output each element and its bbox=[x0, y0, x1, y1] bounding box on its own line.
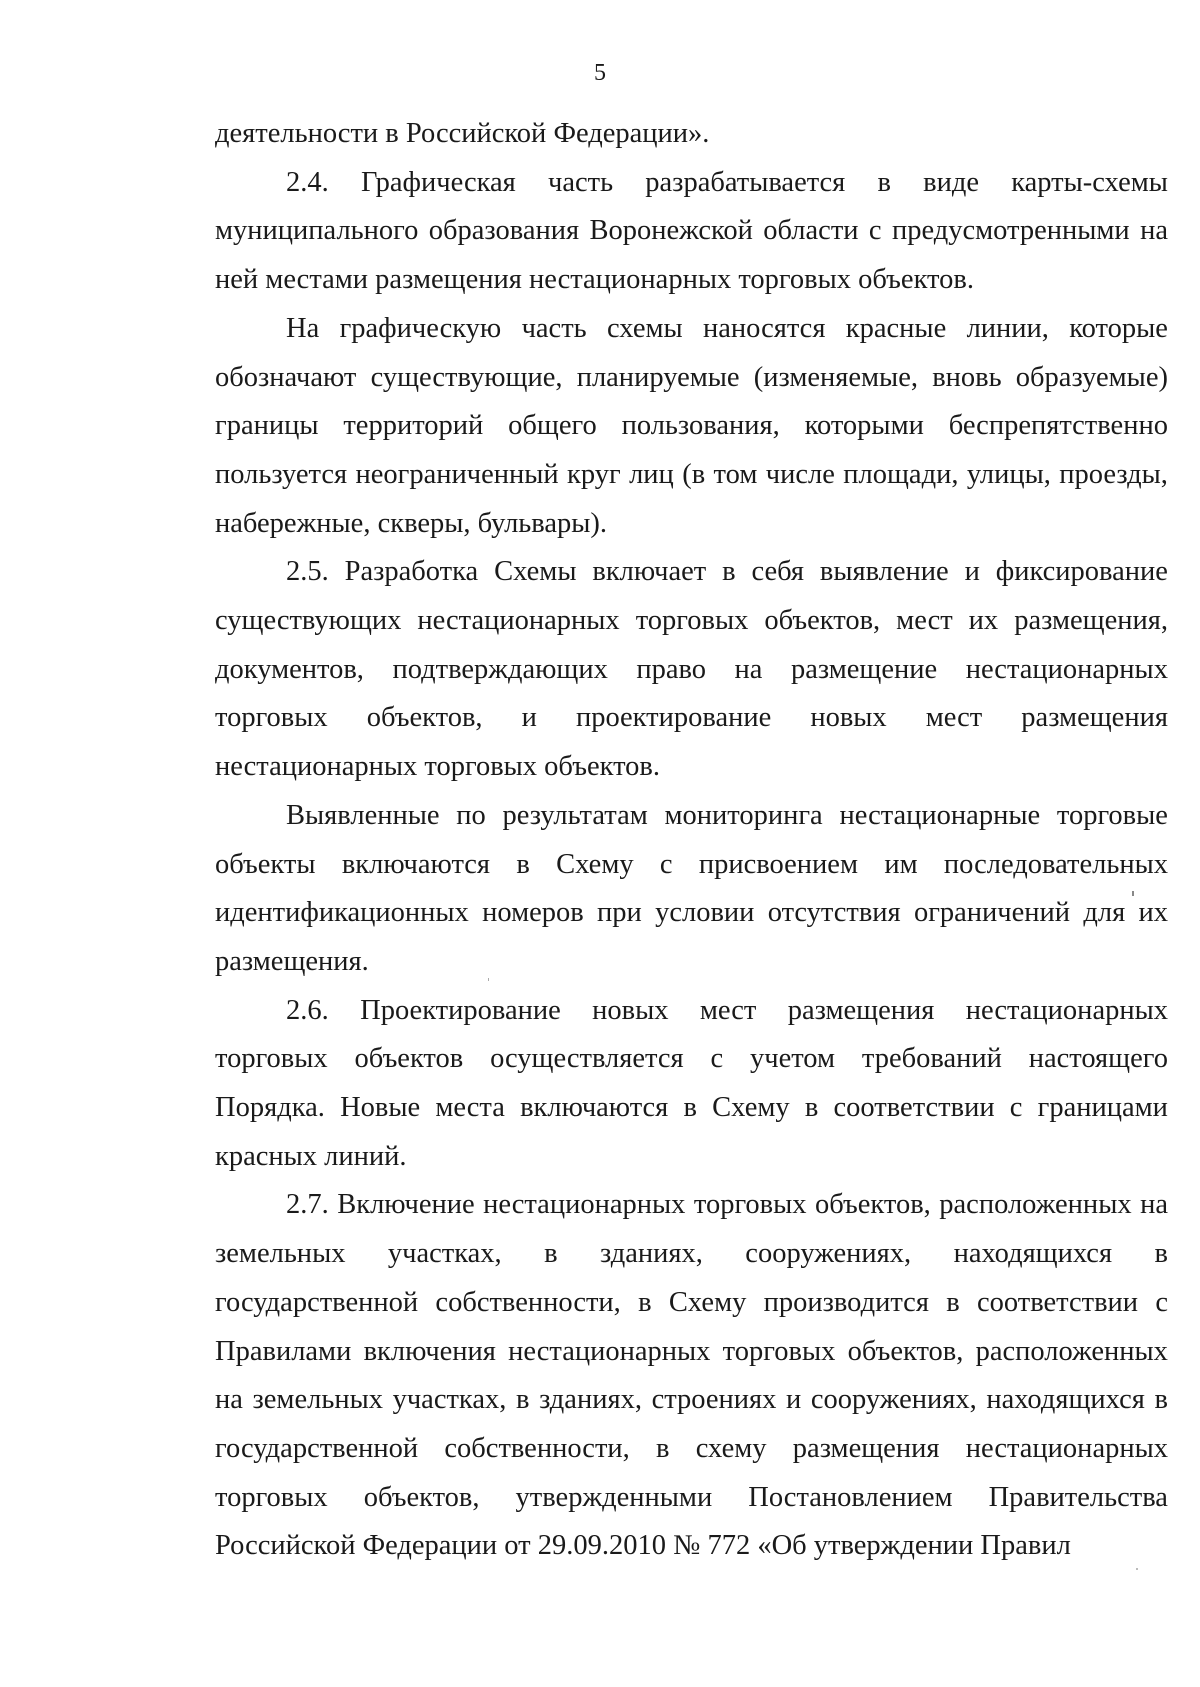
text-line: На графическую часть схемы наносятся красные линии, которые bbox=[286, 312, 1168, 344]
scan-speck bbox=[488, 978, 489, 981]
text-line: деятельности в Российской Федерации». bbox=[215, 118, 710, 149]
text-line: торговых объектов, и проектирование новых мест размещения bbox=[215, 702, 1168, 734]
text-line: идентификационных номеров при условии отсутствия ограничений для их bbox=[215, 897, 1168, 929]
text-line: торговых объектов, утвержденными Постановлением Правительства bbox=[215, 1481, 1168, 1513]
paragraph bbox=[215, 987, 1168, 1182]
text-line: существующих нестационарных торговых объектов, мест их размещения, bbox=[215, 605, 1168, 637]
paragraph bbox=[215, 1181, 1168, 1571]
text-line: на земельных участках, в зданиях, строениях и сооружениях, находящихся в bbox=[215, 1384, 1168, 1416]
text-line: 2.6. Проектирование новых мест размещения нестационарных bbox=[286, 994, 1168, 1026]
text-line: обозначают существующие, планируемые (изменяемые, вновь образуемые) bbox=[215, 361, 1168, 393]
text-line: объекты включаются в Схему с присвоением им последовательных bbox=[215, 848, 1168, 880]
text-line: 2.5. Разработка Схемы включает в себя выявление и фиксирование bbox=[286, 556, 1168, 588]
text-line: 2.7. Включение нестационарных торговых объектов, расположенных на bbox=[286, 1189, 1168, 1221]
scan-speck bbox=[1132, 891, 1134, 896]
text-line: торговых объектов осуществляется с учетом требований настоящего bbox=[215, 1043, 1168, 1075]
text-line: Российской Федерации от 29.09.2010 № 772 «Об утверждении Правил bbox=[215, 1530, 1071, 1562]
scan-speck bbox=[1136, 1568, 1138, 1570]
paragraph bbox=[215, 792, 1168, 987]
text-line: пользуется неограниченный круг лиц (в том числе площади, улицы, проезды, bbox=[215, 458, 1168, 490]
text-line: Выявленные по результатам мониторинга нестационарные торговые bbox=[286, 799, 1168, 831]
paragraph bbox=[215, 159, 1168, 305]
text-line: Правилами включения нестационарных торговых объектов, расположенных bbox=[215, 1335, 1168, 1367]
text-line: ней местами размещения нестационарных торговых объектов. bbox=[215, 264, 974, 296]
paragraph bbox=[215, 110, 1168, 159]
text-line: границы территорий общего пользования, которыми беспрепятственно bbox=[215, 410, 1168, 442]
text-line: документов, подтверждающих право на размещение нестационарных bbox=[215, 653, 1168, 685]
paragraph bbox=[215, 548, 1168, 792]
document-body bbox=[215, 110, 1168, 1571]
text-line: муниципального образования Воронежской области с предусмотренными на bbox=[215, 215, 1168, 247]
text-line: красных линий. bbox=[215, 1140, 407, 1172]
text-line: Порядка. Новые места включаются в Схему в соответствии с границами bbox=[215, 1092, 1168, 1124]
paragraph bbox=[215, 305, 1168, 549]
text-line: нестационарных торговых объектов. bbox=[215, 751, 660, 783]
text-line: набережные, скверы, бульвары). bbox=[215, 507, 608, 539]
text-line: земельных участках, в зданиях, сооружениях, находящихся в bbox=[215, 1238, 1168, 1270]
text-line: размещения. bbox=[215, 945, 369, 977]
text-line: 2.4. Графическая часть разрабатывается в виде карты-схемы bbox=[286, 166, 1168, 198]
text-line: государственной собственности, в Схему производится в соответствии с bbox=[215, 1286, 1168, 1318]
text-line: государственной собственности, в схему размещения нестационарных bbox=[215, 1432, 1168, 1464]
page-number: 5 bbox=[594, 60, 606, 86]
